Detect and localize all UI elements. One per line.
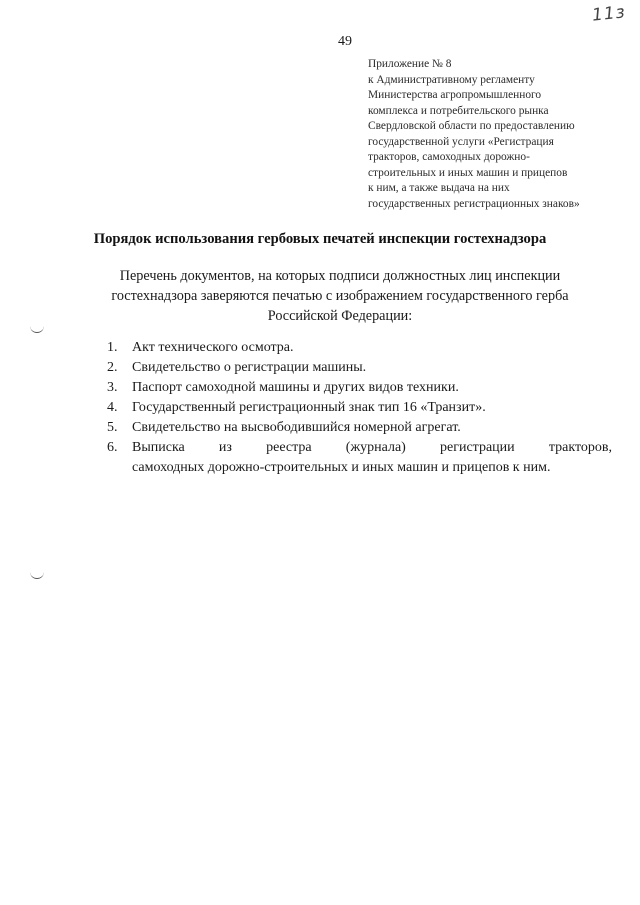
list-item-text: Свидетельство о регистрации машины. bbox=[132, 360, 367, 375]
list-item bbox=[107, 378, 612, 398]
binding-hole-mark bbox=[30, 572, 44, 579]
list-item-number: 3. bbox=[107, 380, 118, 395]
documents-list bbox=[107, 338, 612, 478]
list-item bbox=[107, 338, 612, 358]
intro-line: гостехнадзора заверяются печатью с изображением государственного герба bbox=[111, 288, 569, 304]
list-item bbox=[107, 358, 612, 378]
list-item-text: Паспорт самоходной машины и других видов техники. bbox=[132, 380, 459, 395]
document-title: Порядок использования гербовых печатей инспекции гостехнадзора bbox=[93, 231, 547, 247]
annex-header bbox=[368, 57, 630, 212]
annex-line: тракторов, самоходных дорожно- bbox=[368, 151, 530, 163]
handwritten-page-number: 11з bbox=[591, 2, 627, 26]
intro-line: Перечень документов, на которых подписи должностных лиц инспекции bbox=[119, 268, 561, 284]
list-item-text bbox=[132, 438, 612, 478]
annex-line: Министерства агропромышленного bbox=[368, 89, 542, 101]
list-item-word: реестра bbox=[266, 440, 312, 455]
list-item-text: Акт технического осмотра. bbox=[132, 340, 294, 355]
annex-line: строительных и иных машин и прицепов bbox=[368, 166, 568, 179]
list-item-number: 2. bbox=[107, 360, 118, 375]
list-item-first-line bbox=[132, 438, 612, 458]
list-item-number: 4. bbox=[107, 400, 118, 415]
list-item-text: Государственный регистрационный знак тип 16 «Транзит». bbox=[132, 400, 486, 415]
list-item-text: Свидетельство на высвободившийся номерной агрегат. bbox=[132, 420, 461, 435]
annex-line: к ним, а также выдача на них bbox=[368, 182, 510, 194]
list-item-continuation: самоходных дорожно-строительных и иных машин и прицепов к ним. bbox=[132, 460, 551, 475]
list-item-word: Выписка bbox=[132, 440, 185, 455]
binding-hole-mark bbox=[30, 326, 44, 333]
list-item-number: 5. bbox=[107, 420, 118, 435]
annex-line: Приложение № 8 bbox=[368, 58, 452, 70]
list-item-number: 6. bbox=[107, 440, 118, 455]
annex-line: к Административному регламенту bbox=[368, 73, 535, 86]
list-item-word: тракторов, bbox=[548, 440, 612, 455]
list-item bbox=[107, 398, 612, 418]
list-item-word: из bbox=[218, 440, 232, 455]
page-number: 49 bbox=[338, 34, 352, 49]
intro-line: Российской Федерации: bbox=[267, 308, 413, 324]
annex-line: Свердловской области по предоставлению bbox=[368, 120, 575, 132]
annex-line: государственной услуги «Регистрация bbox=[368, 135, 554, 148]
list-item-word: регистрации bbox=[440, 440, 515, 455]
annex-line: комплекса и потребительского рынка bbox=[368, 104, 549, 117]
list-item bbox=[107, 438, 612, 478]
list-item bbox=[107, 418, 612, 438]
list-item-number: 1. bbox=[107, 340, 118, 355]
list-item-word: (журнала) bbox=[345, 440, 406, 455]
intro-paragraph bbox=[60, 266, 620, 326]
annex-line: государственных регистрационных знаков» bbox=[368, 197, 580, 210]
